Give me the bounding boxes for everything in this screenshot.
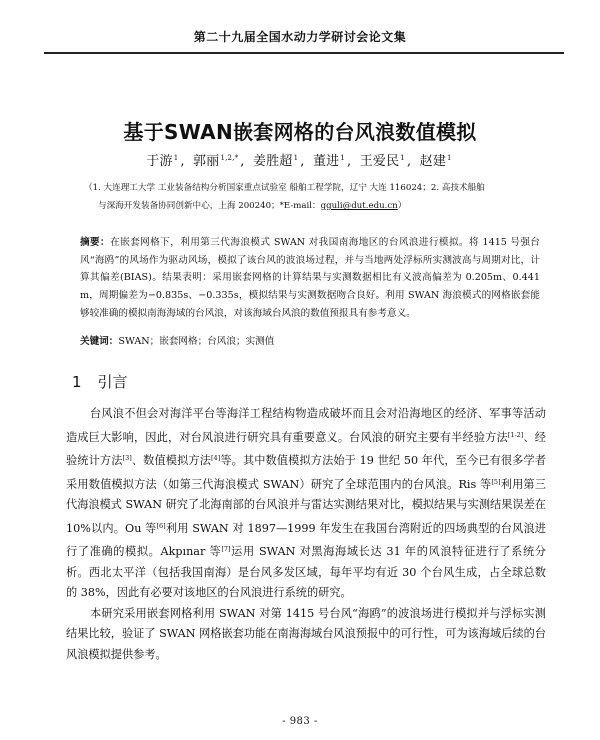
author: 王爱民$^1$ ,	[359, 154, 412, 169]
citation: [4]	[211, 454, 221, 462]
affiliation-mark: 1	[447, 154, 452, 162]
proceedings-header: 第二十九届全国水动力学研讨会论文集	[193, 30, 407, 44]
abstract-text: 在嵌套网格下，利用第三代海浪模式 SWAN 对我国南海地区的台风浪进行模拟。将 1415 号强台风“海鸥”的风场作为驱动风场，模拟了该台风的波浪场过程，并与当地两处浮标所实测波高与周期对比，计算其偏差(BIAS)。结果表明：采用嵌套网格的计算结果与实测数据相比有义波高偏差为 0.205m、0.441m，周期偏差为−0.835s、−0.335s，模拟结果与实测数据吻合良好。利用 SWAN 海浪模式的网格嵌套能够较准确的模拟南海海域的台风浪，对该海域台风浪的数值预报具有参考意义。	[80, 237, 541, 319]
affiliation-line-1: （1. 大连理工大学 工业装备结构分析国家重点试验室 船舶工程学院，辽宁 大连 116024；2. 高技术船舶	[84, 183, 485, 193]
page-number: - 983 -	[282, 716, 318, 727]
affiliation-mark: 1	[293, 154, 299, 162]
affiliation-mark: 1	[173, 154, 179, 162]
keywords	[80, 333, 540, 351]
author: 董进$^1$ ,	[312, 154, 352, 169]
email-link[interactable]: gguli@dut.edu.cn	[320, 201, 398, 211]
author-list	[0, 150, 600, 169]
abstract-label: 摘要：	[80, 237, 111, 248]
author: 郭丽$^{1,2,*}$ ,	[193, 154, 245, 169]
paragraph: 本研究采用嵌套网格利用 SWAN 对第 1415 号台风“海鸥”的波浪场进行模拟并与浮标实测结果比较，验证了 SWAN 网格嵌套功能在南海海域台风浪预报中的可行性，可为该海域后续的台风浪模拟提供参考。	[66, 606, 546, 661]
citation: [3]	[122, 454, 132, 462]
keywords-label: 关键词：	[80, 336, 119, 347]
section-title: 引言	[97, 373, 128, 391]
author: 姜胜超$^1$ ,	[252, 154, 305, 169]
citation: [6]	[156, 521, 166, 530]
section-number: 1	[72, 373, 82, 391]
section-heading	[72, 371, 128, 392]
citation: [7]	[221, 545, 231, 553]
header-rule	[44, 52, 564, 54]
paper-title: 基于SWAN嵌套网格的台风浪数值模拟	[123, 120, 477, 144]
paragraph: 台风浪不但会对海洋平台等海洋工程结构物造成破坏而且会对沿海地区的经济、军事等活动造成巨大影响，因此，对台风浪进行研究具有重要意义。台风浪的研究主要有半经验方法[1-2]、经验统计方法[3]、数值模拟方法[4]等。其中数值模拟方法始于 19 世纪 50 年代，至今已有很多学者采用数值模拟方法（如第三代海浪模式 SWAN）研究了全球范围内的台风浪。Ris 等[5]利用第三代海浪模式 SWAN 研究了北海南部的台风浪并与雷达实测结果对比，模拟结果与实测结果误差在 10%以内。Ou 等[6]利用 SWAN 对 1897—1999 年发生在我国台湾附近的四场典型的台风浪进行了准确的模拟。Akpınar 等[7]运用 SWAN 对黑海海域长达 31 年的风浪特征进行了系统分析。西北太平洋（包括我国南海）是台风多发区域，每年平均有近 30 个台风生成，占全球总数的 38%，因此有必要对该地区的台风浪进行系统的研究。	[66, 407, 546, 599]
affiliation-mark: 1	[340, 154, 345, 162]
citation: [5]	[491, 477, 501, 486]
abstract	[80, 234, 540, 323]
author: 于游$^1$ ,	[146, 154, 185, 169]
affiliation-line-2: 与深海开发装备协同创新中心，上海 200240；*E-mail：gguli@dut.edu.cn）	[98, 201, 407, 211]
citation: [1-2]	[507, 430, 524, 439]
affiliation-mark: 1,2,*	[220, 154, 239, 162]
affiliations	[84, 179, 554, 215]
affiliation-mark: 1	[400, 154, 405, 162]
keywords-text: SWAN；嵌套网格；台风浪；实测值	[118, 336, 275, 347]
body-text	[66, 404, 546, 665]
author: 赵建$^1$	[419, 154, 452, 169]
